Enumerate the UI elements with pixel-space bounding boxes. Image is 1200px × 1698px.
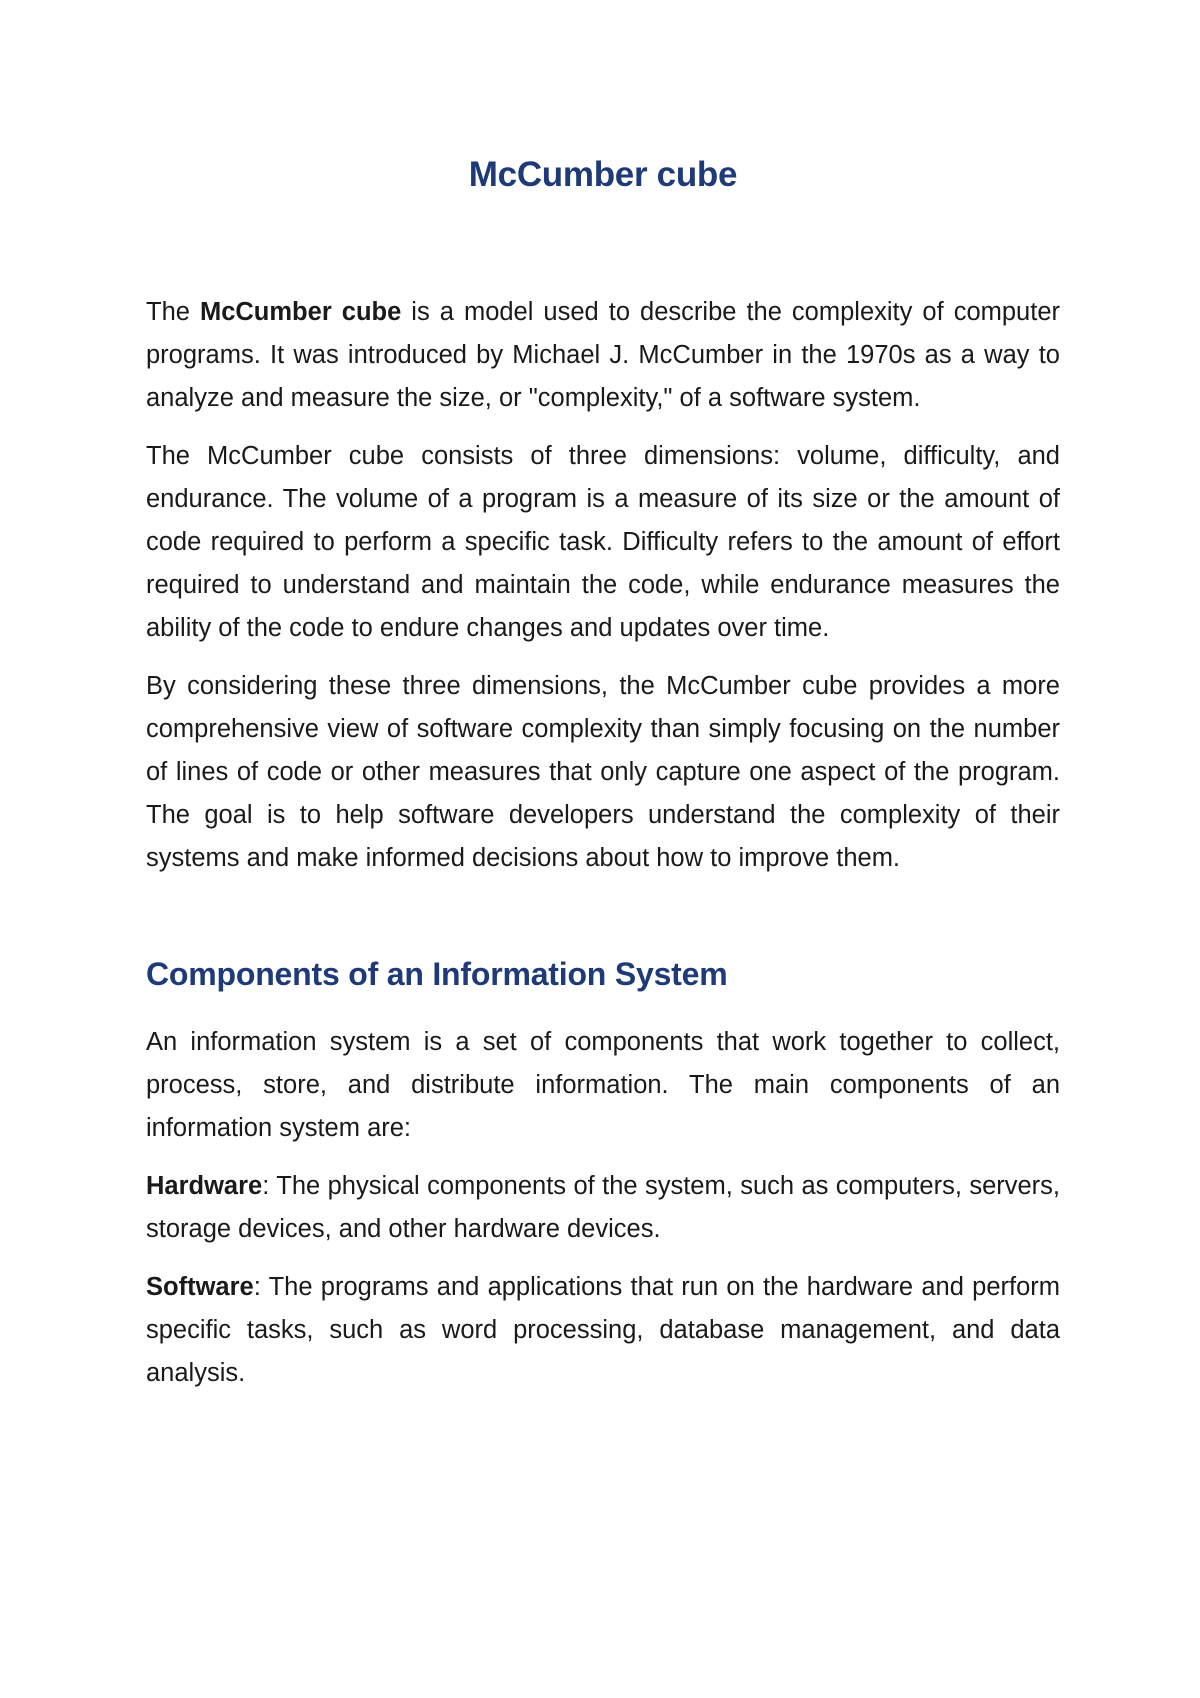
intro-paragraph-1-body: is a model used to describe the complexity of computer programs. It was introduced by Michael J. McCumber in the 1970s as a way to analyze and measure the size, or "complexity," of a software system. (146, 298, 1060, 412)
document-page (146, 0, 1060, 1395)
intro-paragraph-2: The McCumber cube consists of three dimensions: volume, difficulty, and endurance. The volume of a program is a measure of its size or the amount of code required to perform a specific task. Difficulty refers to the amount of effort required to understand and maintain the code, while endurance measures the ability of the code to endure changes and updates over time. (146, 442, 1060, 642)
component-item-hardware (146, 1165, 1060, 1251)
component-term: Hardware (146, 1172, 263, 1200)
intro-paragraph-1-lead: The (146, 298, 200, 326)
intro-paragraph-3: By considering these three dimensions, the McCumber cube provides a more comprehensive view of software complexity than simply focusing on the number of lines of code or other measures that only capture one aspect of the program. The goal is to help software developers understand the complexity of their systems and make informed decisions about how to improve them. (146, 672, 1060, 872)
section-heading: Components of an Information System (146, 956, 728, 992)
component-term: Software (146, 1273, 254, 1301)
component-description: : The programs and applications that run on the hardware and perform specific tasks, such as word processing, database management, and data analysis. (146, 1273, 1060, 1387)
document-title: McCumber cube (468, 155, 738, 194)
intro-paragraph-1-bold-term: McCumber cube (199, 298, 402, 326)
section-intro-paragraph: An information system is a set of components that work together to collect, process, store, and distribute information. The main components of an information system are: (146, 1028, 1060, 1142)
component-item-software (146, 1266, 1060, 1395)
component-description: : The physical components of the system, such as computers, servers, storage devices, and other hardware devices. (146, 1172, 1060, 1243)
intro-paragraph-1 (146, 291, 1060, 420)
